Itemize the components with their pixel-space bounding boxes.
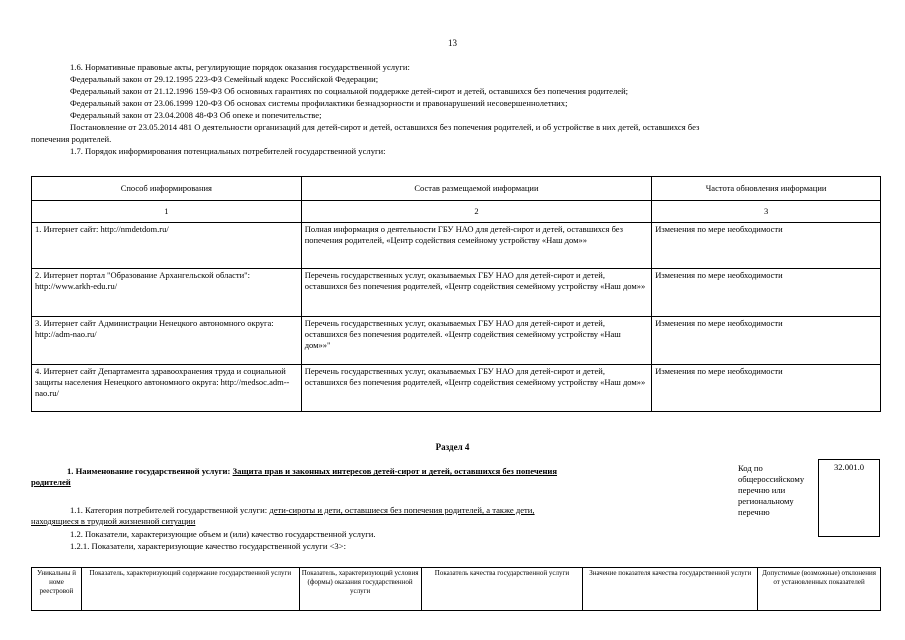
frequency-cell: Изменения по мере необходимости [652,223,881,269]
quality-heading: 1.2.1. Показатели, характеризующие качество государственной услуги <3>: [70,541,346,551]
method-cell: 1. Интернет сайт: http://nmdetdom.ru/ [32,223,302,269]
content-cell: Перечень государственных услуг, оказываемых ГБУ НАО для детей-сирот и детей, оставшихся без попечения родителей, «Центр содействия семейному устройству «Наш дом»» [301,365,652,412]
service-name-value: Защита прав и законных интересов детей-сирот и детей, оставшихся без попечения [232,466,558,476]
quality-indicators-table [31,567,881,611]
table-header: Допустимые (возможные) отклонения от установленных показателей [758,568,881,611]
table-header: Частота обновления информации [652,177,881,201]
indicators-heading: 1.2. Показатели, характеризующие объем и (или) качество государственной услуги. [70,529,376,539]
consumer-category-label: 1.1. Категория потребителей государственной услуги: [70,505,268,515]
content-cell: Полная информация о деятельности ГБУ НАО для детей-сирот и детей, оставшихся без попечения родителей, «Центр содействия семейному устройству «Наш дом»» [301,223,652,269]
content-cell: Перечень государственных услуг, оказываемых ГБУ НАО для детей-сирот и детей, оставшихся без попечения родителей, «Центр содействия семейному устройству «Наш дом»» [301,269,652,317]
frequency-cell: Изменения по мере необходимости [652,317,881,365]
column-number: 2 [301,201,652,223]
section-title: Раздел 4 [435,442,470,452]
service-name-label: 1. Наименование государственной услуги: [67,466,231,476]
column-number: 1 [32,201,302,223]
legal-acts-heading: 1.6. Нормативные правовые акты, регулирующие порядок оказания государственной услуги: [70,62,410,72]
decree-line-cont: попечения родителей. [31,134,112,144]
table-header: Показатель, характеризующий содержание государственной услуги [81,568,299,611]
table-header: Показатель качества государственной услуги [421,568,583,611]
frequency-cell: Изменения по мере необходимости [652,365,881,412]
method-cell: 2. Интернет портал "Образование Архангельской области": http://www.arkh-edu.ru/ [32,269,302,317]
consumer-category-value-cont: находящиеся в трудной жизненной ситуации [31,516,196,526]
service-name-value-cont: родителей [31,477,71,487]
table-header: Показатель, характеризующий условия (формы) оказания государственной услуги [299,568,421,611]
frequency-cell: Изменения по мере необходимости [652,269,881,317]
table-header: Значение показателя качества государственной услуги [583,568,758,611]
table-header: Уникальны й номе реестровой [32,568,82,611]
informing-table [31,176,881,412]
table-header: Способ информирования [32,177,302,201]
method-cell: 3. Интернет сайт Администрации Ненецкого автономного округа: http://adm-nao.ru/ [32,317,302,365]
table-row [32,223,881,269]
decree-line: Постановление от 23.05.2014 481 О деятельности организаций для детей-сирот и детей, оставшихся без попечения родителей, и об устройстве в них детей, оставшихся без [70,122,700,132]
table-row [32,365,881,412]
code-label: Код по общероссийскому перечню или региональному перечню [738,463,805,517]
table-row [32,269,881,317]
table-row [32,317,881,365]
law-item: Федеральный закон от 29.12.1995 223-ФЗ Семейный кодекс Российской Федерации; [70,74,379,84]
informing-heading: 1.7. Порядок информирования потенциальных потребителей государственной услуги: [70,146,386,156]
law-item: Федеральный закон от 21.12.1996 159-ФЗ Об основных гарантиях по социальной поддержке детей-сирот и детей, оставшихся без попечения родителей; [70,86,629,96]
method-cell: 4. Интернет сайт Департамента здравоохранения труда и социальной защиты населения Ненецкого автономного округа: http://medsoc.adm--nao.ru/ [32,365,302,412]
code-value: 32.001.0 [818,459,880,537]
table-header: Состав размещаемой информации [301,177,652,201]
page-number: 13 [448,38,457,48]
content-cell: Перечень государственных услуг, оказываемых ГБУ НАО для детей-сирот и детей, оставшихся без попечения родителей. «Центр содействия семейному устройству «Наш дом»»" [301,317,652,365]
law-item: Федеральный закон от 23.04.2008 48-ФЗ Об опеке и попечительстве; [70,110,322,120]
consumer-category-value: дети-сироты и дети, оставшиеся без попечения родителей, а также дети, [269,505,535,515]
law-item: Федеральный закон от 23.06.1999 120-ФЗ Об основах системы профилактики безнадзорности и правонарушений несовершеннолетних; [70,98,568,108]
service-name [31,466,721,477]
column-number: 3 [652,201,881,223]
consumer-category [70,505,535,516]
